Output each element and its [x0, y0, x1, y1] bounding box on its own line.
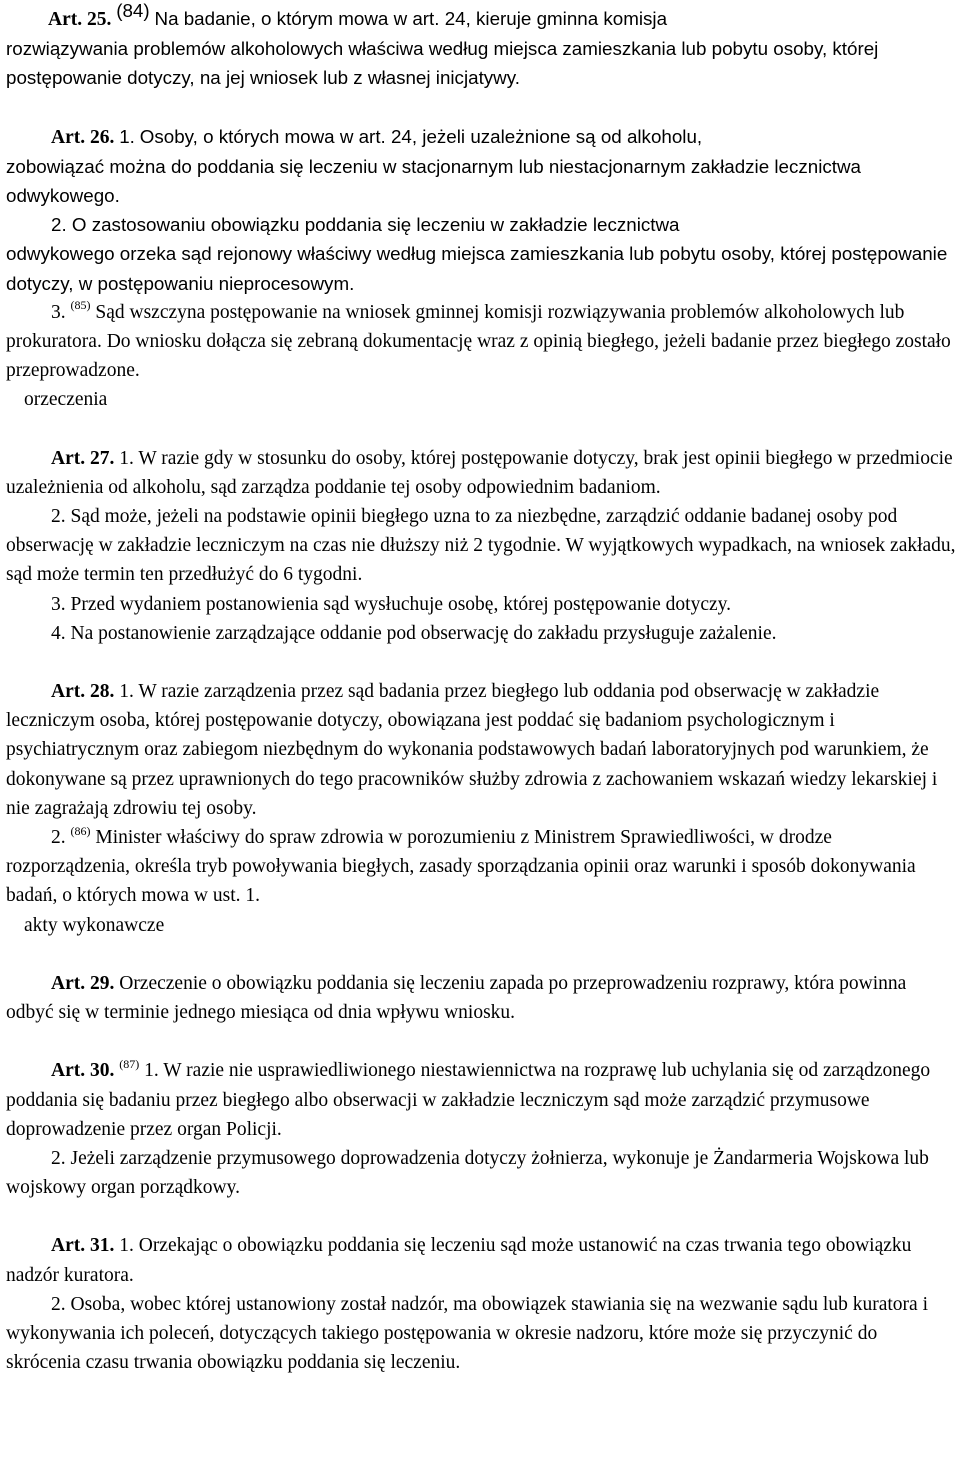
footnote-ref-86: (86)	[70, 823, 91, 838]
art-31-p2: 2. Osoba, wobec której ustanowiony został nadzór, ma obowiązek stawiania się na wezwanie sądu lub kuratora i wykonywania ich poleceń, dotyczących takiego postępowania w okresie nadzoru, które może się przyczynić do skrócenia czasu trwania obowiązku poddania się leczeniu.	[6, 1293, 928, 1374]
footnote-ref-87: (87)	[119, 1056, 140, 1071]
art-30-p1: 1. W razie nie usprawiedliwionego niestawiennictwa na rozprawę lub uchylania się od zarządzonego poddania się badaniu przez biegłego albo obserwacji w zakładzie leczniczym sąd może zarządzić przymusowe doprowadzenie przez organ Policji.	[6, 1060, 931, 1140]
art-27-p2: 2. Sąd może, jeżeli na podstawie opinii biegłego uzna to za niezbędne, zarządzić oddanie badanej osoby pod obserwację w zakładzie leczniczym na czas nie dłuższy niż 2 tygodnie. W wyjątkowych wypadkach, na wniosek zakładu, sąd może termin ten przedłużyć do 6 tygodni.	[6, 506, 956, 586]
art-26-p2-first	[6, 210, 956, 239]
footnote-ref-85: (85)	[70, 298, 91, 313]
art-31-p1: 1. Orzekając o obowiązku poddania się leczeniu sąd może ustanowić na czas trwania tego obowiązku nadzór kuratora.	[6, 1235, 912, 1286]
art-25-label: Art. 25.	[48, 9, 112, 30]
art-31-label: Art. 31.	[51, 1235, 115, 1257]
art-30-p2: 2. Jeżeli zarządzenie przymusowego doprowadzenia dotyczy żołnierza, wykonuje je Żandarmeria Wojskowa lub wojskowy organ porządkowy.	[6, 1147, 929, 1199]
art-26-p2-num: 2.	[51, 214, 67, 236]
art-28-label: Art. 28.	[51, 681, 115, 703]
art-27-p1: 1. W razie gdy w stosunku do osoby, której postępowanie dotyczy, brak jest opinii biegłego w przedmiocie uzależnienia od alkoholu, sąd zarządza poddanie tej osoby odpowiednim badaniom.	[6, 447, 953, 498]
art-26-p3-num: 3.	[51, 301, 66, 323]
art-29-text: Orzeczenie o obowiązku poddania się leczeniu zapada po przeprowadzeniu rozprawy, która powinna odbyć się w terminie jednego miesiąca od dnia wpływu wniosku.	[6, 972, 907, 1024]
art-29-label: Art. 29.	[51, 972, 115, 994]
art-25-rest: rozwiązywania problemów alkoholowych właściwa według miejsca zamieszkania lub pobytu osoby, której postępowanie dotyczy, na jej wniosek lub z własnej inicjatywy.	[6, 38, 879, 89]
art-31	[6, 1231, 956, 1289]
art-28-p2-text: Minister właściwy do spraw zdrowia w porozumieniu z Ministrem Sprawiedliwości, w drodze rozporządzenia, określa tryb powoływania biegłych, zasady sporządzania opinii oraz warunki i sposób dokonywania badań, o których mowa w ust. 1.	[6, 827, 916, 907]
art-26-p1-num: 1.	[119, 125, 135, 147]
art-30	[6, 1056, 956, 1144]
art-26-label: Art. 26.	[51, 126, 115, 148]
margin-note-akty-wykonawcze: akty wykonawcze	[24, 914, 165, 936]
art-26-p1-lead: Osoby, o których mowa w art. 24, jeżeli uzależnione są od alkoholu,	[139, 125, 703, 147]
art-29	[6, 969, 956, 1027]
footnote-ref-84: (84)	[116, 0, 150, 21]
art-26-p1-rest: zobowiązać można do poddania się leczeniu w stacjonarnym lub niestacjonarnym zakładzie lecznictwa odwykowego.	[6, 155, 861, 207]
art-26-p2-rest: odwykowego orzeka sąd rejonowy właściwy według miejsca zamieszkania lub pobytu osoby, której postępowanie dotyczy, w postępowaniu nieprocesowym.	[6, 243, 948, 294]
margin-note-orzeczenia: orzeczenia	[24, 389, 108, 411]
art-25	[6, 0, 956, 34]
art-26-p3-text: Sąd wszczyna postępowanie na wniosek gminnej komisji rozwiązywania problemów alkoholowych lub prokuratora. Do wniosku dołącza się zebraną dokumentację wraz z opinią biegłego, jeżeli badanie przez biegłego zostało przeprowadzone.	[6, 301, 951, 382]
art-28	[6, 677, 956, 823]
art-26-p2-lead: O zastosowaniu obowiązku poddania się leczeniu w zakładzie lecznictwa	[71, 214, 680, 236]
art-28-p2-num: 2.	[51, 827, 66, 849]
document-page	[6, 0, 956, 1377]
art-27-p4: 4. Na postanowienie zarządzające oddanie pod obserwację do zakładu przysługuje zażalenie.	[51, 622, 777, 644]
art-25-lead: Na badanie, o którym mowa w art. 24, kieruje gminna komisja	[154, 8, 668, 29]
art-30-label: Art. 30.	[51, 1060, 115, 1082]
art-27-label: Art. 27.	[51, 447, 115, 469]
art-28-p2	[6, 823, 956, 911]
art-27	[6, 444, 956, 502]
art-26	[6, 122, 956, 152]
art-27-p3: 3. Przed wydaniem postanowienia sąd wysłuchuje osobę, której postępowanie dotyczy.	[51, 593, 731, 615]
art-28-p1: 1. W razie zarządzenia przez sąd badania przez biegłego lub oddania pod obserwację w zakładzie leczniczym osoba, której postępowanie dotyczy, obowiązana jest poddać się badaniom psychologicznym i psychiatrycznym oraz zabiegom niezbędnym do wykonania podstawowych badań laboratoryjnych pod warunkiem, że dokonywane są przez uprawnionych do tego pracowników służby zdrowia z zachowaniem wskazań wiedzy lekarskiej i nie zagrażają zdrowiu tej osoby.	[6, 681, 938, 819]
art-26-p3	[6, 298, 956, 386]
